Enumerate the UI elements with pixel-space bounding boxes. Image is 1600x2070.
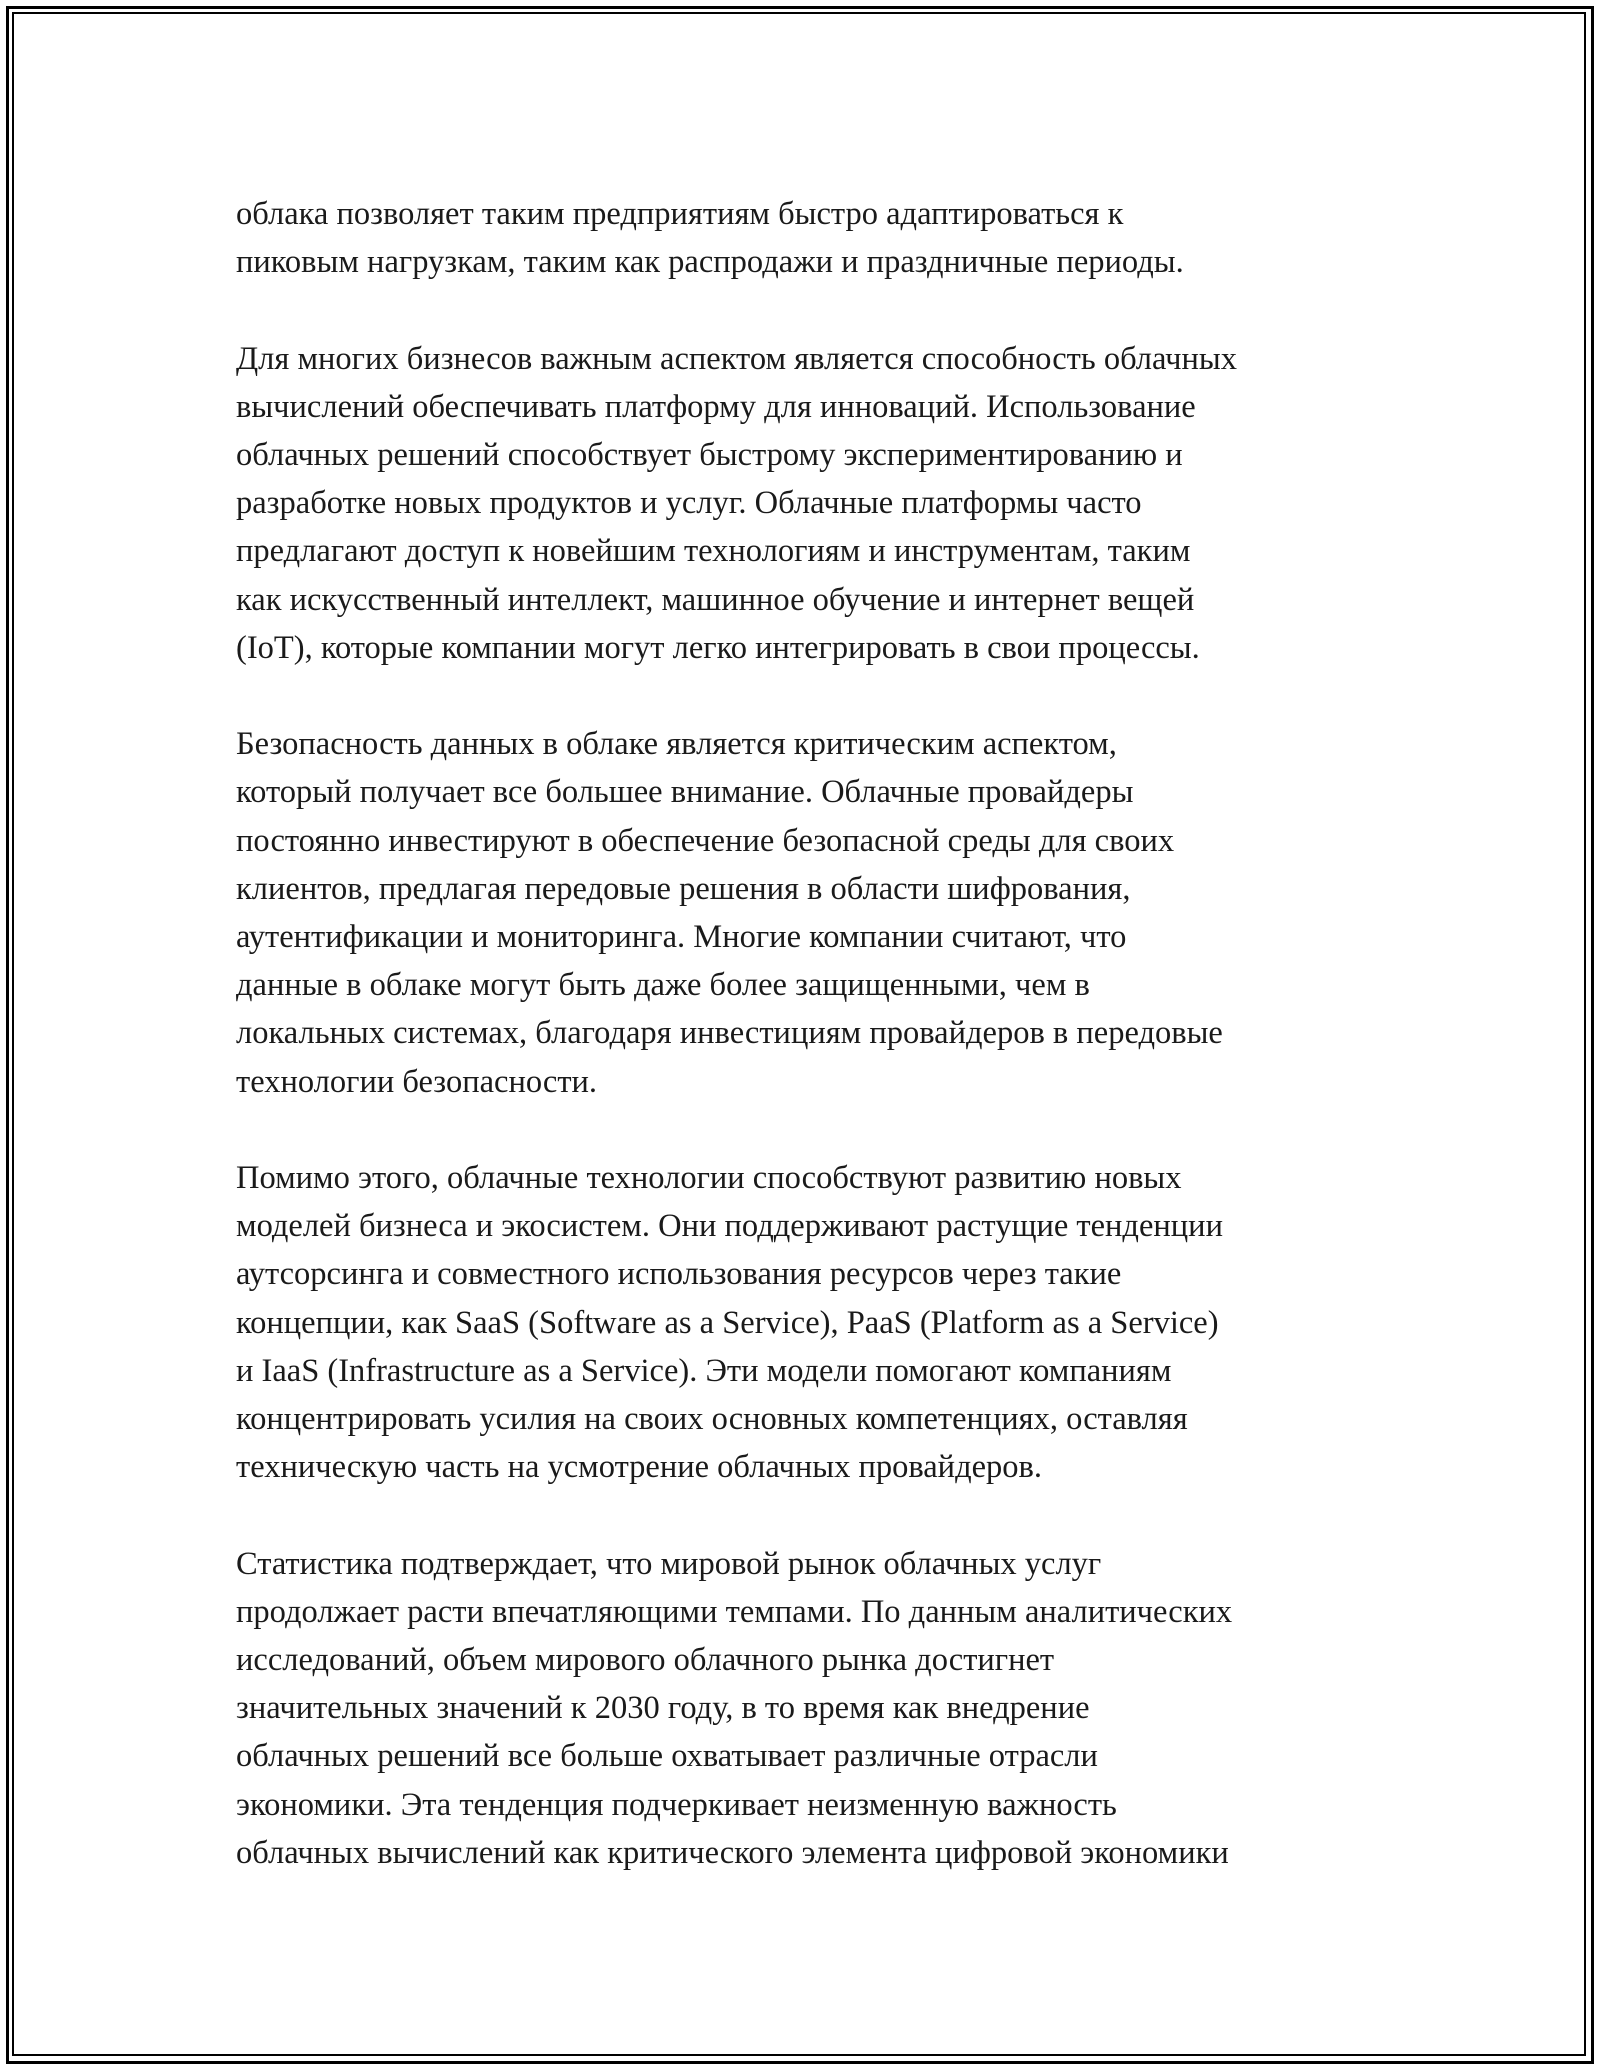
text-line: аутсорсинга и совместного использования ресурсов через такие xyxy=(236,1256,1122,1293)
text-line: локальных системах, благодаря инвестициям провайдеров в передовые xyxy=(236,1015,1223,1052)
text-line: (IoT), которые компании могут легко интегрировать в свои процессы. xyxy=(236,629,1200,666)
text-line: разработке новых продуктов и услуг. Облачные платформы часто xyxy=(236,485,1142,522)
text-line: пиковым нагрузкам, таким как распродажи и праздничные периоды. xyxy=(236,244,1184,281)
text-line: экономики. Эта тенденция подчеркивает неизменную важность xyxy=(236,1786,1117,1823)
text-line: вычислений обеспечивать платформу для инноваций. Использование xyxy=(236,388,1196,425)
text-line: клиентов, предлагая передовые решения в области шифрования, xyxy=(236,870,1131,907)
text-line: концепции, как SaaS (Software as a Service), PaaS (Platform as a Service) xyxy=(236,1304,1219,1341)
text-line: облачных решений все больше охватывает различные отрасли xyxy=(236,1738,1098,1775)
text-line: постоянно инвестируют в обеспечение безопасной среды для своих xyxy=(236,822,1175,859)
text-line: облачных вычислений как критического элемента цифровой экономики xyxy=(236,1834,1229,1871)
text-line: исследований, объем мирового облачного рынка достигнет xyxy=(236,1642,1055,1679)
text-line: предлагают доступ к новейшим технологиям и инструментам, таким xyxy=(236,533,1191,570)
text-line: продолжает расти впечатляющими темпами. По данным аналитических xyxy=(236,1593,1233,1630)
text-line: концентрировать усилия на своих основных компетенциях, оставляя xyxy=(236,1401,1188,1438)
text-line: как искусственный интеллект, машинное обучение и интернет вещей xyxy=(236,581,1195,618)
text-line: техническую часть на усмотрение облачных провайдеров. xyxy=(236,1449,1043,1486)
text-line: Безопасность данных в облаке является критическим аспектом, xyxy=(236,726,1117,763)
text-line: который получает все большее внимание. Облачные провайдеры xyxy=(236,774,1134,811)
paragraph-4 xyxy=(236,1154,1386,1491)
paragraph-5 xyxy=(236,1540,1386,1877)
paragraph-2 xyxy=(236,335,1386,672)
text-line: аутентификации и мониторинга. Многие компании считают, что xyxy=(236,919,1127,956)
text-line: технологии безопасности. xyxy=(236,1063,598,1100)
text-line: облачных решений способствует быстрому экспериментированию и xyxy=(236,437,1183,473)
text-line: значительных значений к 2030 году, в то время как внедрение xyxy=(236,1690,1090,1727)
paragraph-3 xyxy=(236,720,1386,1106)
text-line: Для многих бизнесов важным аспектом является способность облачных xyxy=(236,340,1237,377)
paragraph-1 xyxy=(236,190,1386,286)
text-line: Помимо этого, облачные технологии способствуют развитию новых xyxy=(236,1160,1182,1197)
text-line: и IaaS (Infrastructure as a Service). Эти модели помогают компаниям xyxy=(236,1352,1172,1389)
text-line: облака позволяет таким предприятиям быстро адаптироваться к xyxy=(236,196,1124,232)
text-line: Статистика подтверждает, что мировой рынок облачных услуг xyxy=(236,1545,1102,1582)
text-line: данные в облаке могут быть даже более защищенными, чем в xyxy=(236,967,1090,1004)
document-body xyxy=(236,190,1386,1925)
text-line: моделей бизнеса и экосистем. Они поддерживают растущие тенденции xyxy=(236,1208,1223,1245)
